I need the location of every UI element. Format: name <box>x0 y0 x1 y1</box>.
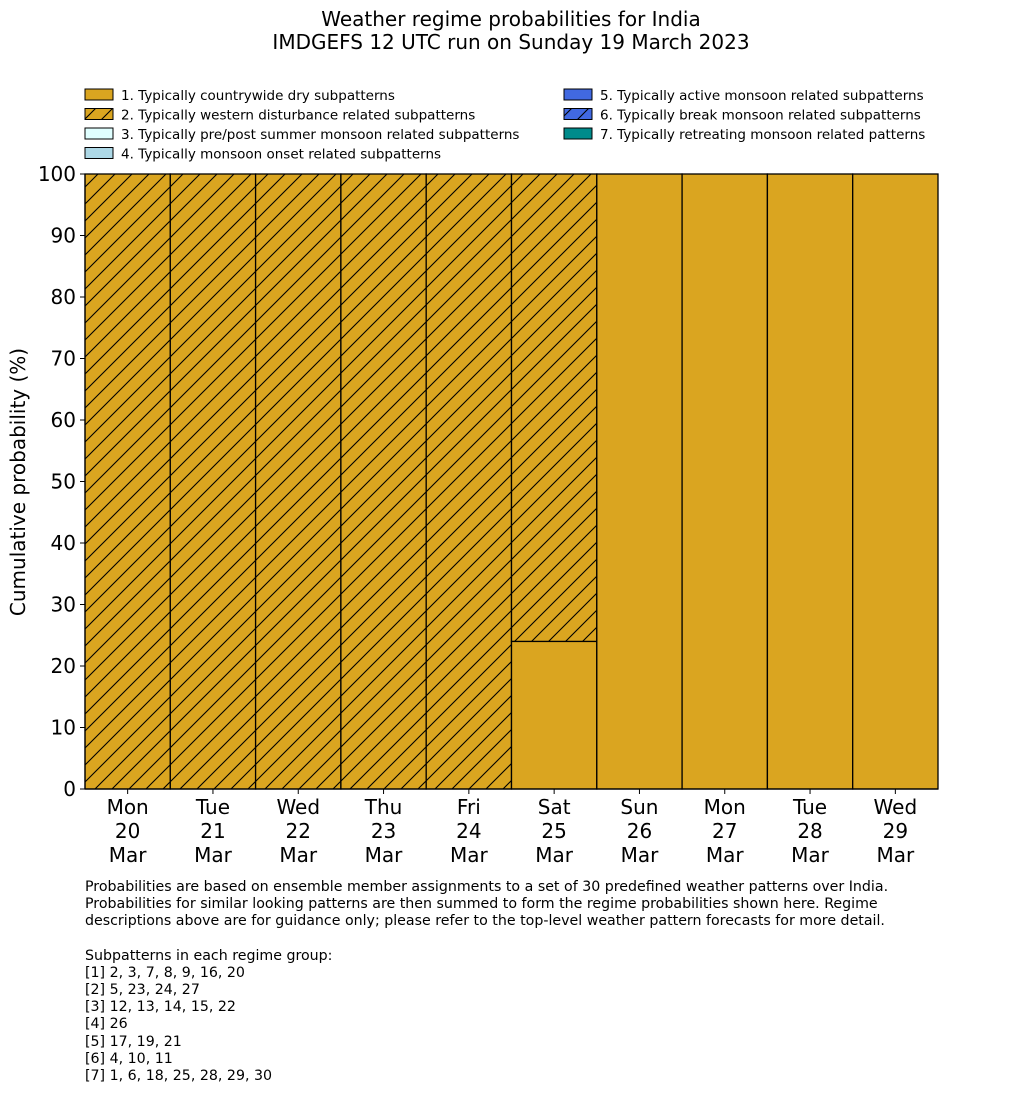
x-tick-label: 24 <box>456 819 482 843</box>
legend-label: 2. Typically western disturbance related subpatterns <box>121 107 476 124</box>
y-tick-label: 10 <box>50 715 76 740</box>
x-tick-label: Mar <box>279 843 318 867</box>
x-tick-label: 23 <box>370 819 397 843</box>
bar-segment <box>682 174 767 789</box>
y-tick-label: 50 <box>50 469 76 494</box>
bar-hatch <box>256 174 341 789</box>
bar-hatch <box>341 174 426 789</box>
legend-swatch <box>564 128 592 139</box>
x-tick-label: Tue <box>792 795 828 819</box>
x-tick-label: Sat <box>537 795 571 819</box>
x-tick-label: Mon <box>106 795 149 819</box>
legend-swatch <box>85 89 113 100</box>
legend-swatch <box>85 148 113 159</box>
x-tick-label: Mar <box>791 843 829 867</box>
x-tick-label: Mar <box>876 843 915 867</box>
legend-swatch-hatch <box>564 109 592 120</box>
x-tick-label: 21 <box>200 819 226 843</box>
legend-label: 1. Typically countrywide dry subpatterns <box>121 88 395 104</box>
legend-swatch <box>85 128 113 139</box>
legend-label: 6. Typically break monsoon related subpatterns <box>600 107 921 124</box>
y-tick-label: 20 <box>50 654 76 678</box>
x-tick-label: Wed <box>276 795 321 819</box>
y-tick-label: 80 <box>50 285 76 309</box>
legend-label: 5. Typically active monsoon related subpatterns <box>600 88 924 104</box>
x-tick-label: Wed <box>873 795 918 819</box>
x-tick-label: 27 <box>712 819 738 843</box>
x-tick-label: Mar <box>620 843 659 867</box>
bar-segment <box>512 641 597 789</box>
x-tick-label: 28 <box>797 819 823 843</box>
legend-swatch <box>564 89 592 100</box>
legend-label: 4. Typically monsoon onset related subpatterns <box>121 146 442 163</box>
x-tick-label: Mar <box>705 843 744 867</box>
x-tick-label: 22 <box>285 819 311 843</box>
groups-heading: Subpatterns in each regime group: <box>85 947 333 964</box>
bar-hatch <box>426 174 511 789</box>
x-tick-label: Mar <box>535 843 574 867</box>
group-line: [6] 4, 10, 11 <box>85 1050 173 1067</box>
x-tick-label: Mar <box>364 843 403 867</box>
y-tick-label: 30 <box>50 592 76 617</box>
bar-segment <box>597 174 682 789</box>
bar-segment <box>853 174 938 789</box>
bars-group <box>85 174 938 789</box>
y-tick-label: 0 <box>63 777 76 801</box>
y-tick-label: 100 <box>37 162 76 186</box>
x-tick-label: Mar <box>108 843 147 867</box>
notes-section <box>85 879 985 1085</box>
note-line: descriptions above are for guidance only; please refer to the top-level weather pattern forecasts for more detail. <box>85 913 885 930</box>
bar-hatch <box>85 174 170 789</box>
x-tick-label: Sun <box>620 795 659 819</box>
x-tick-label: Mar <box>449 843 488 867</box>
note-line: Probabilities for similar looking patterns are then summed to form the regime probabilities shown here. Regime <box>85 896 878 913</box>
chart-title: Weather regime probabilities for India <box>321 7 701 31</box>
legend <box>85 88 925 163</box>
y-tick-label: 60 <box>50 408 76 432</box>
x-tick-label: Mar <box>194 843 232 867</box>
y-axis-label: Cumulative probability (%) <box>6 347 30 617</box>
y-tick-label: 70 <box>50 346 76 371</box>
x-tick-label: Mon <box>703 795 746 819</box>
legend-label: 3. Typically pre/post summer monsoon related subpatterns <box>121 127 520 143</box>
legend-label: 7. Typically retreating monsoon related patterns <box>600 127 926 143</box>
bar-segment <box>767 174 852 789</box>
chart-subtitle: IMDGEFS 12 UTC run on Sunday 19 March 2023 <box>272 30 750 54</box>
bar-hatch <box>512 174 597 641</box>
group-line: [2] 5, 23, 24, 27 <box>85 982 200 999</box>
group-line: [3] 12, 13, 14, 15, 22 <box>85 999 236 1016</box>
x-tick-label: Tue <box>195 795 231 819</box>
x-tick-label: 26 <box>626 819 653 843</box>
x-tick-label: 29 <box>882 819 909 843</box>
y-tick-label: 40 <box>50 531 76 555</box>
x-tick-label: 25 <box>541 819 567 843</box>
group-line: [5] 17, 19, 21 <box>85 1033 182 1050</box>
x-tick-label: Fri <box>456 795 481 819</box>
bar-hatch <box>170 174 255 789</box>
group-line: [1] 2, 3, 7, 8, 9, 16, 20 <box>85 964 245 981</box>
group-line: [7] 1, 6, 18, 25, 28, 29, 30 <box>85 1068 273 1085</box>
x-tick-label: Thu <box>364 795 403 819</box>
x-tick-label: 20 <box>114 819 141 843</box>
legend-swatch-hatch <box>85 109 113 120</box>
note-line: Probabilities are based on ensemble member assignments to a set of 30 predefined weather patterns over India. <box>85 879 889 895</box>
y-tick-label: 90 <box>50 223 76 248</box>
group-line: [4] 26 <box>85 1016 128 1033</box>
